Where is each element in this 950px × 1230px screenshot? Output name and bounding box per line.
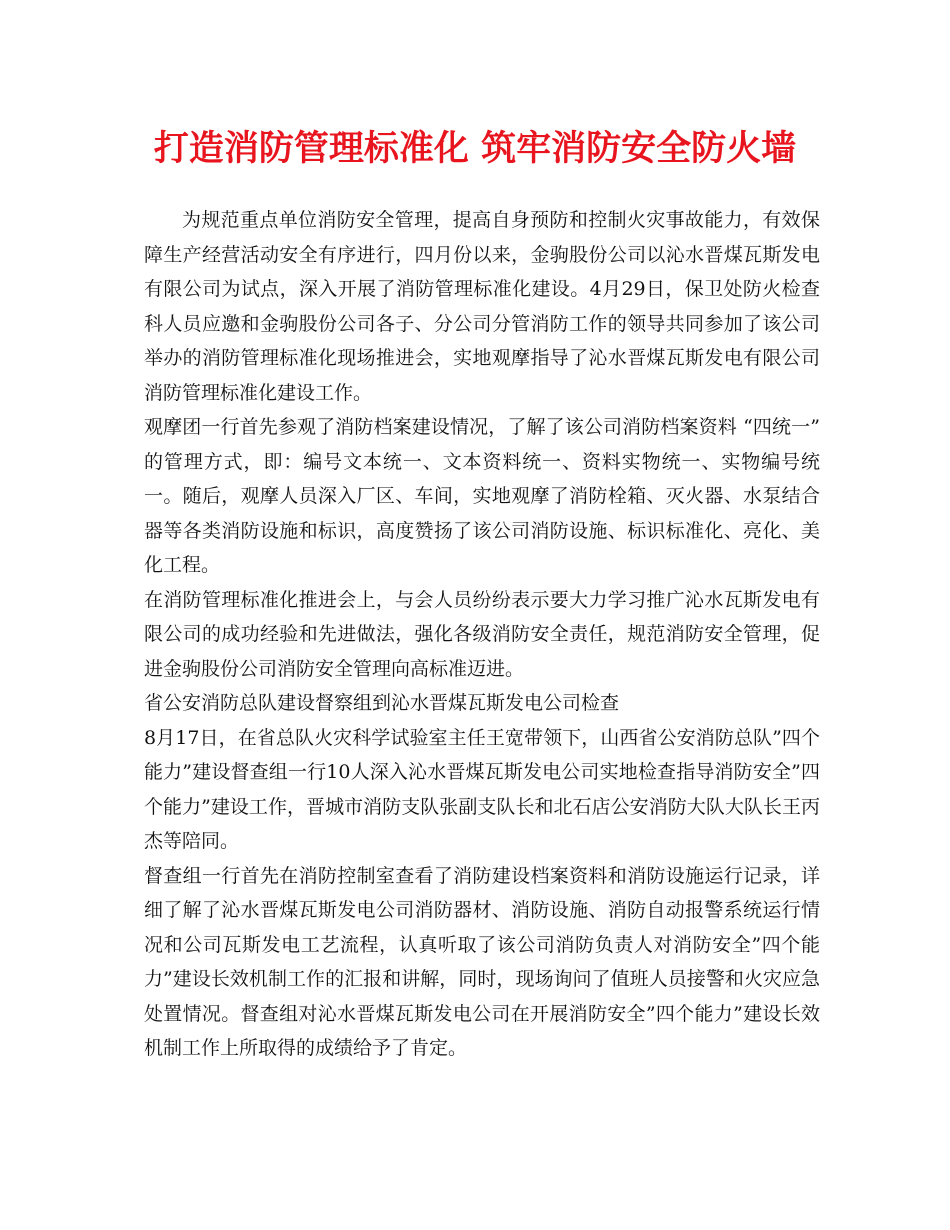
document-title: 打造消防管理标准化 筑牢消防安全防火墙 — [153, 128, 797, 169]
document-body — [144, 203, 820, 1066]
paragraph-archive-tour: 观摩团一行首先参观了消防档案建设情况，了解了该公司消防档案资料 “四统一” 的管理方式，即：编号文本统一、文本资料统一、资料实物统一、实物编号统一。随后，观摩人员深入厂区、车间，实地观摩了消防栓箱、灭火器、水泵结合器等各类消防设施和标识，高度赞扬了该公司消防设施、标识标准化、亮化、美化工程。 — [144, 416, 820, 576]
paragraph-inspection-details: 督查组一行首先在消防控制室查看了消防建设档案资料和消防设施运行记录，详细了解了沁水晋煤瓦斯发电公司消防器材、消防设施、消防自动报警系统运行情况和公司瓦斯发电工艺流程，认真听取了该公司消防负责人对消防安全”四个能力”建设长效机制工作的汇报和讲解，同时，现场询问了值班人员接警和火灾应急处置情况。督查组对沁水晋煤瓦斯发电公司在开展消防安全”四个能力”建设长效机制工作上所取得的成绩给予了肯定。 — [144, 864, 820, 1059]
paragraph-inspection-visit: 8月17日，在省总队火灾科学试验室主任王宽带领下，山西省公安消防总队”四个能力”建设督查组一行10人深入沁水晋煤瓦斯发电公司实地检查指导消防安全”四个能力”建设工作，晋城市消防支队张副支队长和北石店公安消防大队大队长王丙杰等陪同。 — [144, 726, 820, 852]
paragraph-intro: 为规范重点单位消防安全管理，提高自身预防和控制火灾事故能力，有效保障生产经营活动安全有序进行，四月份以来，金驹股份公司以沁水晋煤瓦斯发电有限公司为试点，深入开展了消防管理标准化建设。4月29日，保卫处防火检查科人员应邀和金驹股份公司各子、分公司分管消防工作的领导共同参加了该公司举办的消防管理标准化现场推进会，实地观摩指导了沁水晋煤瓦斯发电有限公司消防管理标准化建设工作。 — [144, 209, 820, 404]
paragraph-subheading-inspection: 省公安消防总队建设督察组到沁水晋煤瓦斯发电公司检查 — [144, 692, 620, 714]
paragraph-promotion-meeting: 在消防管理标准化推进会上，与会人员纷纷表示要大力学习推广沁水瓦斯发电有限公司的成功经验和先进做法，强化各级消防安全责任，规范消防安全管理，促进金驹股份公司消防安全管理向高标准迈进。 — [144, 588, 820, 680]
